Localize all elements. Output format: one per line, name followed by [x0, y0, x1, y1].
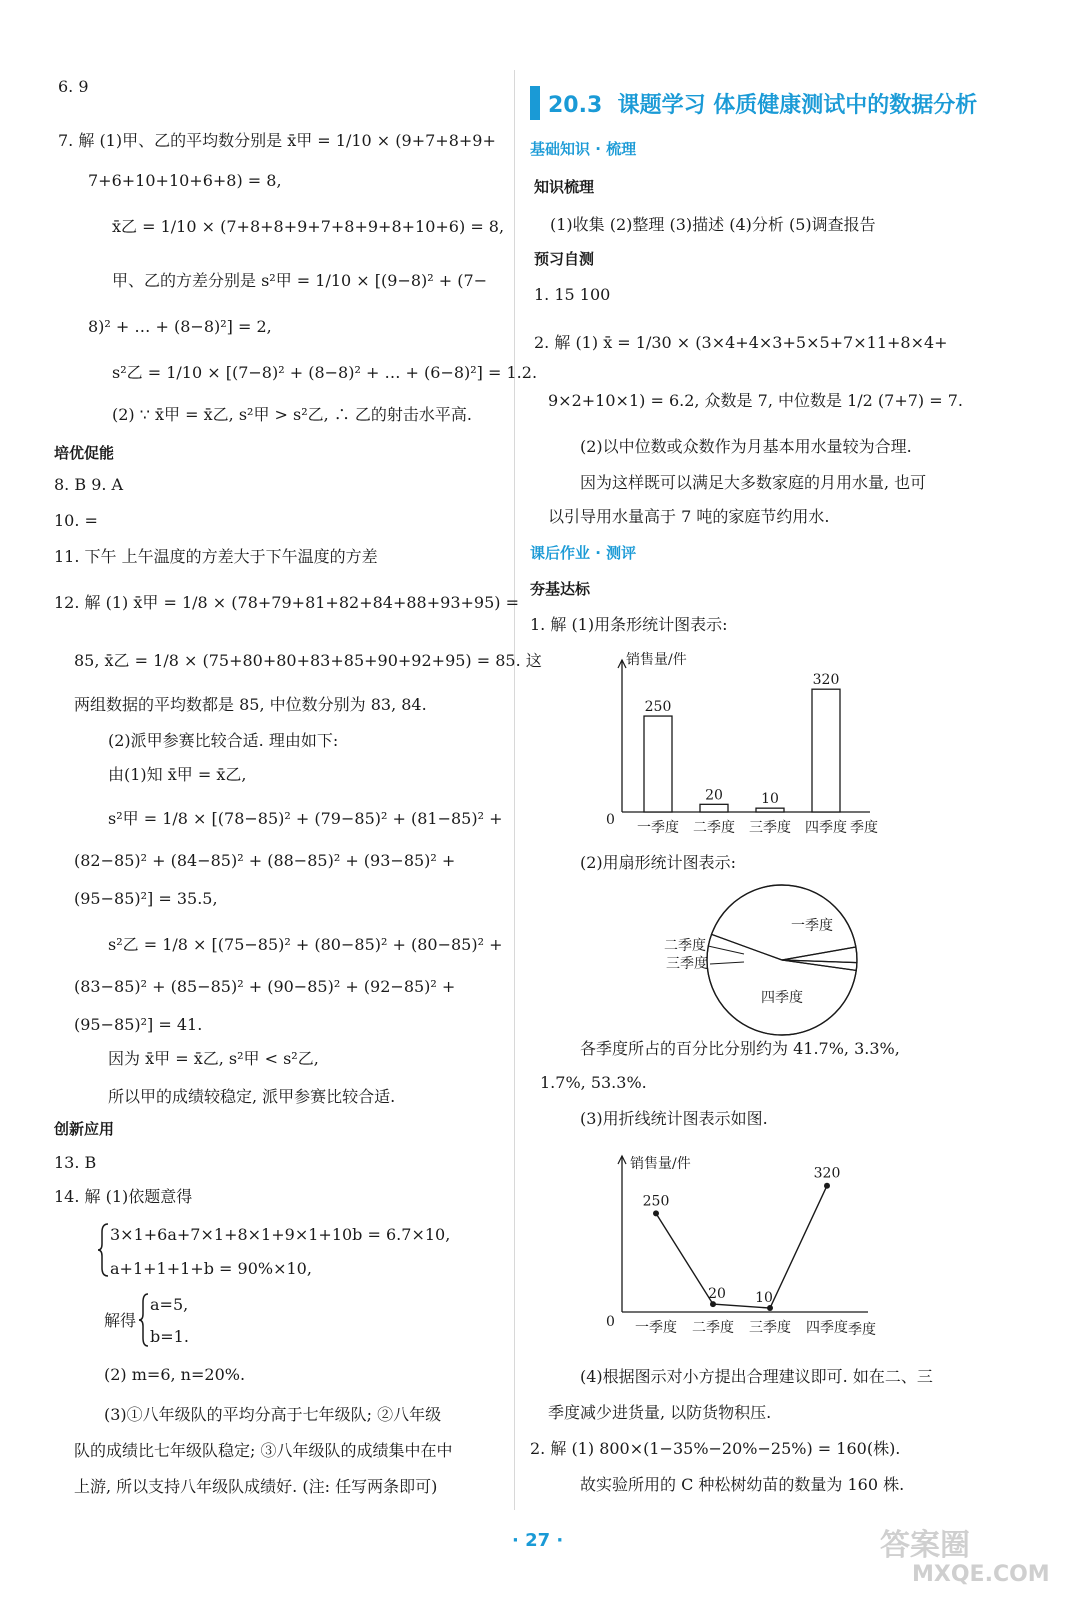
homework-1-line1: 1. 解 (1)用条形统计图表示:: [530, 615, 728, 634]
homework-2-line2: 故实验所用的 C 种松树幼苗的数量为 160 株.: [580, 1475, 905, 1494]
x-tick-label-4: 四季度: [806, 1320, 848, 1336]
heading-base: 夯基达标: [530, 580, 591, 598]
brace-system: [96, 1222, 110, 1278]
x-tick-label-2: 二季度: [693, 820, 735, 836]
answer-14-eq2: a+1+1+1+b = 90%×10,: [110, 1259, 312, 1278]
brace-solution: [138, 1292, 150, 1348]
bar-value-label-1: 250: [644, 699, 672, 716]
answer-12-line3: 两组数据的平均数都是 85, 中位数分别为 83, 84.: [74, 695, 427, 714]
answer-7-line4: 甲、乙的方差分别是 s²甲 = 1/10 × [(9−8)² + (7−: [112, 271, 488, 290]
origin-label: 0: [606, 812, 615, 828]
preview-2-line4: 因为这样既可以满足大多数家庭的月用水量, 也可: [580, 473, 927, 492]
answer-12-line1: 12. 解 (1) x̄甲 = 1/8 × (78+79+81+82+84+88+93+95) =: [54, 593, 519, 612]
pie-label-3: 三季度: [666, 956, 708, 972]
pie-label-1: 一季度: [791, 918, 833, 934]
page-number: · 27 ·: [512, 1530, 564, 1551]
x-tick-label-3: 三季度: [749, 1320, 791, 1336]
preview-2-line1: 2. 解 (1) x̄ = 1/30 × (3×4+4×3+5×5+7×11+8×4+: [534, 333, 948, 352]
preview-2-line3: (2)以中位数或众数作为月基本用水量较为合理.: [580, 437, 912, 456]
answer-8-9: 8. B 9. A: [54, 475, 124, 494]
answer-12-line9: s²乙 = 1/8 × [(75−85)² + (80−85)² + (80−85)² +: [108, 935, 503, 954]
origin-label: 0: [606, 1314, 615, 1330]
x-tick-label-3: 三季度: [749, 820, 791, 836]
bar-value-label-3: 10: [761, 791, 779, 808]
answer-12-line7: (82−85)² + (84−85)² + (88−85)² + (93−85)² +: [74, 851, 456, 870]
point-value-label-2: 20: [708, 1286, 726, 1303]
answer-7-line7: (2) ∵ x̄甲 = x̄乙, s²甲 > s²乙, ∴ 乙的射击水平高.: [112, 405, 472, 424]
bar-1: [644, 716, 672, 812]
point-value-label-1: 250: [642, 1193, 670, 1210]
heading-peiyou: 培优促能: [54, 444, 115, 462]
pie-label-2: 二季度: [664, 938, 706, 954]
line-chart: [600, 1144, 900, 1342]
answer-14-a: a=5,: [150, 1295, 189, 1314]
bar-value-label-2: 20: [705, 787, 723, 804]
answer-14-solve-label: 解得: [104, 1311, 137, 1330]
answer-14-line6: 队的成绩比七年级队稳定; ③八年级队的成绩集中在中: [74, 1441, 453, 1460]
bar-4: [812, 689, 840, 812]
point-1: [653, 1210, 659, 1216]
answer-14-eq1: 3×1+6a+7×1+8×1+9×1+10b = 6.7×10,: [110, 1225, 451, 1244]
answer-12-line10: (83−85)² + (85−85)² + (90−85)² + (92−85)² +: [74, 977, 456, 996]
bar-2: [700, 804, 728, 812]
section-title-text: 课题学习 体质健康测试中的数据分析: [617, 93, 978, 118]
x-tick-label-1: 一季度: [637, 820, 679, 836]
section-title-bar: [530, 86, 540, 120]
answer-6: 6. 9: [58, 77, 89, 96]
homework-1-line6: (4)根据图示对小方提出合理建议即可. 如在二、三: [580, 1367, 933, 1386]
answer-12-line5: 由(1)知 x̄甲 = x̄乙,: [108, 765, 247, 784]
y-axis-label: 销售量/件: [626, 652, 687, 668]
answer-11: 11. 下午 上午温度的方差大于下午温度的方差: [54, 547, 378, 566]
point-4: [824, 1183, 830, 1189]
point-value-label-3: 10: [755, 1290, 773, 1307]
answer-7-line1: 7. 解 (1)甲、乙的平均数分别是 x̄甲 = 1/10 × (9+7+8+9+: [58, 131, 496, 150]
answer-7-line3: x̄乙 = 1/10 × (7+8+8+9+7+8+9+8+10+6) = 8,: [112, 217, 505, 236]
x-tick-label-1: 一季度: [635, 1320, 677, 1336]
answer-14-line1: 14. 解 (1)依题意得: [54, 1187, 193, 1206]
preview-2-line2: 9×2+10×1) = 6.2, 众数是 7, 中位数是 1/2 (7+7) = 7.: [548, 391, 964, 410]
answer-13: 13. B: [54, 1153, 97, 1172]
answer-14-b: b=1.: [150, 1327, 189, 1346]
answer-14-line7: 上游, 所以支持八年级队成绩好. (注: 任写两条即可): [74, 1477, 438, 1496]
answer-7-line5: 8)² + … + (8−8)²] = 2,: [88, 317, 272, 336]
x-tick-label-4: 四季度: [805, 820, 847, 836]
heading-chuangxin: 创新应用: [54, 1120, 115, 1138]
answer-12-line6: s²甲 = 1/8 × [(78−85)² + (79−85)² + (81−85)² +: [108, 809, 503, 828]
answer-12-line8: (95−85)²] = 35.5,: [74, 889, 218, 908]
homework-1-line2: (2)用扇形统计图表示:: [580, 853, 737, 872]
x-tick-label-2: 二季度: [692, 1320, 734, 1336]
series-line: [656, 1186, 827, 1308]
homework-1-line3: 各季度所占的百分比分别约为 41.7%, 3.3%,: [580, 1039, 900, 1058]
bar-value-label-4: 320: [812, 672, 840, 689]
preview-2-line5: 以引导用水量高于 7 吨的家庭节约用水.: [548, 507, 830, 526]
homework-1-line4: 1.7%, 53.3%.: [540, 1073, 647, 1092]
pie-chart: [650, 880, 880, 1040]
answer-7-line6: s²乙 = 1/10 × [(7−8)² + (8−8)² + … + (6−8)²] = 1.2.: [112, 363, 538, 382]
heading-preview: 预习自测: [534, 250, 595, 268]
bar-chart: [600, 646, 900, 842]
answer-14-line5: (3)①八年级队的平均分高于七年级队; ②八年级: [104, 1405, 442, 1424]
section-title: [548, 88, 977, 119]
answer-12-line11: (95−85)²] = 41.: [74, 1015, 203, 1034]
answer-10: 10. =: [54, 511, 98, 530]
homework-1-line7: 季度减少进货量, 以防货物积压.: [548, 1403, 772, 1422]
section-number: 20.3: [548, 93, 603, 118]
pie-label-4: 四季度: [761, 990, 803, 1006]
heading-knowledge: 知识梳理: [534, 178, 595, 196]
point-value-label-4: 320: [813, 1165, 841, 1182]
subheading-homework: 课后作业 · 测评: [530, 544, 637, 562]
answer-12-line12: 因为 x̄甲 = x̄乙, s²甲 < s²乙,: [108, 1049, 319, 1068]
preview-1: 1. 15 100: [534, 285, 611, 304]
answer-14-line4: (2) m=6, n=20%.: [104, 1365, 246, 1384]
y-axis-label: 销售量/件: [630, 1156, 691, 1172]
column-divider: [514, 70, 515, 1510]
homework-2-line1: 2. 解 (1) 800×(1−35%−20%−25%) = 160(株).: [530, 1439, 901, 1458]
answer-12-line2: 85, x̄乙 = 1/8 × (75+80+80+83+85+90+92+95) = 85. 这: [74, 651, 542, 670]
x-axis-label: 季度: [850, 820, 878, 836]
answer-12-line4: (2)派甲参赛比较合适. 理由如下:: [108, 731, 339, 750]
answer-12-line13: 所以甲的成绩较稳定, 派甲参赛比较合适.: [108, 1087, 396, 1106]
watermark-url: MXQE.COM: [912, 1562, 1050, 1587]
knowledge-items: (1)收集 (2)整理 (3)描述 (4)分析 (5)调查报告: [550, 215, 876, 234]
answer-7-line2: 7+6+10+10+6+8) = 8,: [88, 171, 282, 190]
homework-1-line5: (3)用折线统计图表示如图.: [580, 1109, 768, 1128]
x-axis-label: 季度: [848, 1322, 876, 1338]
subheading-basic: 基础知识 · 梳理: [530, 140, 637, 158]
bar-3: [756, 808, 784, 812]
watermark-logo: 答案圈: [880, 1528, 970, 1563]
